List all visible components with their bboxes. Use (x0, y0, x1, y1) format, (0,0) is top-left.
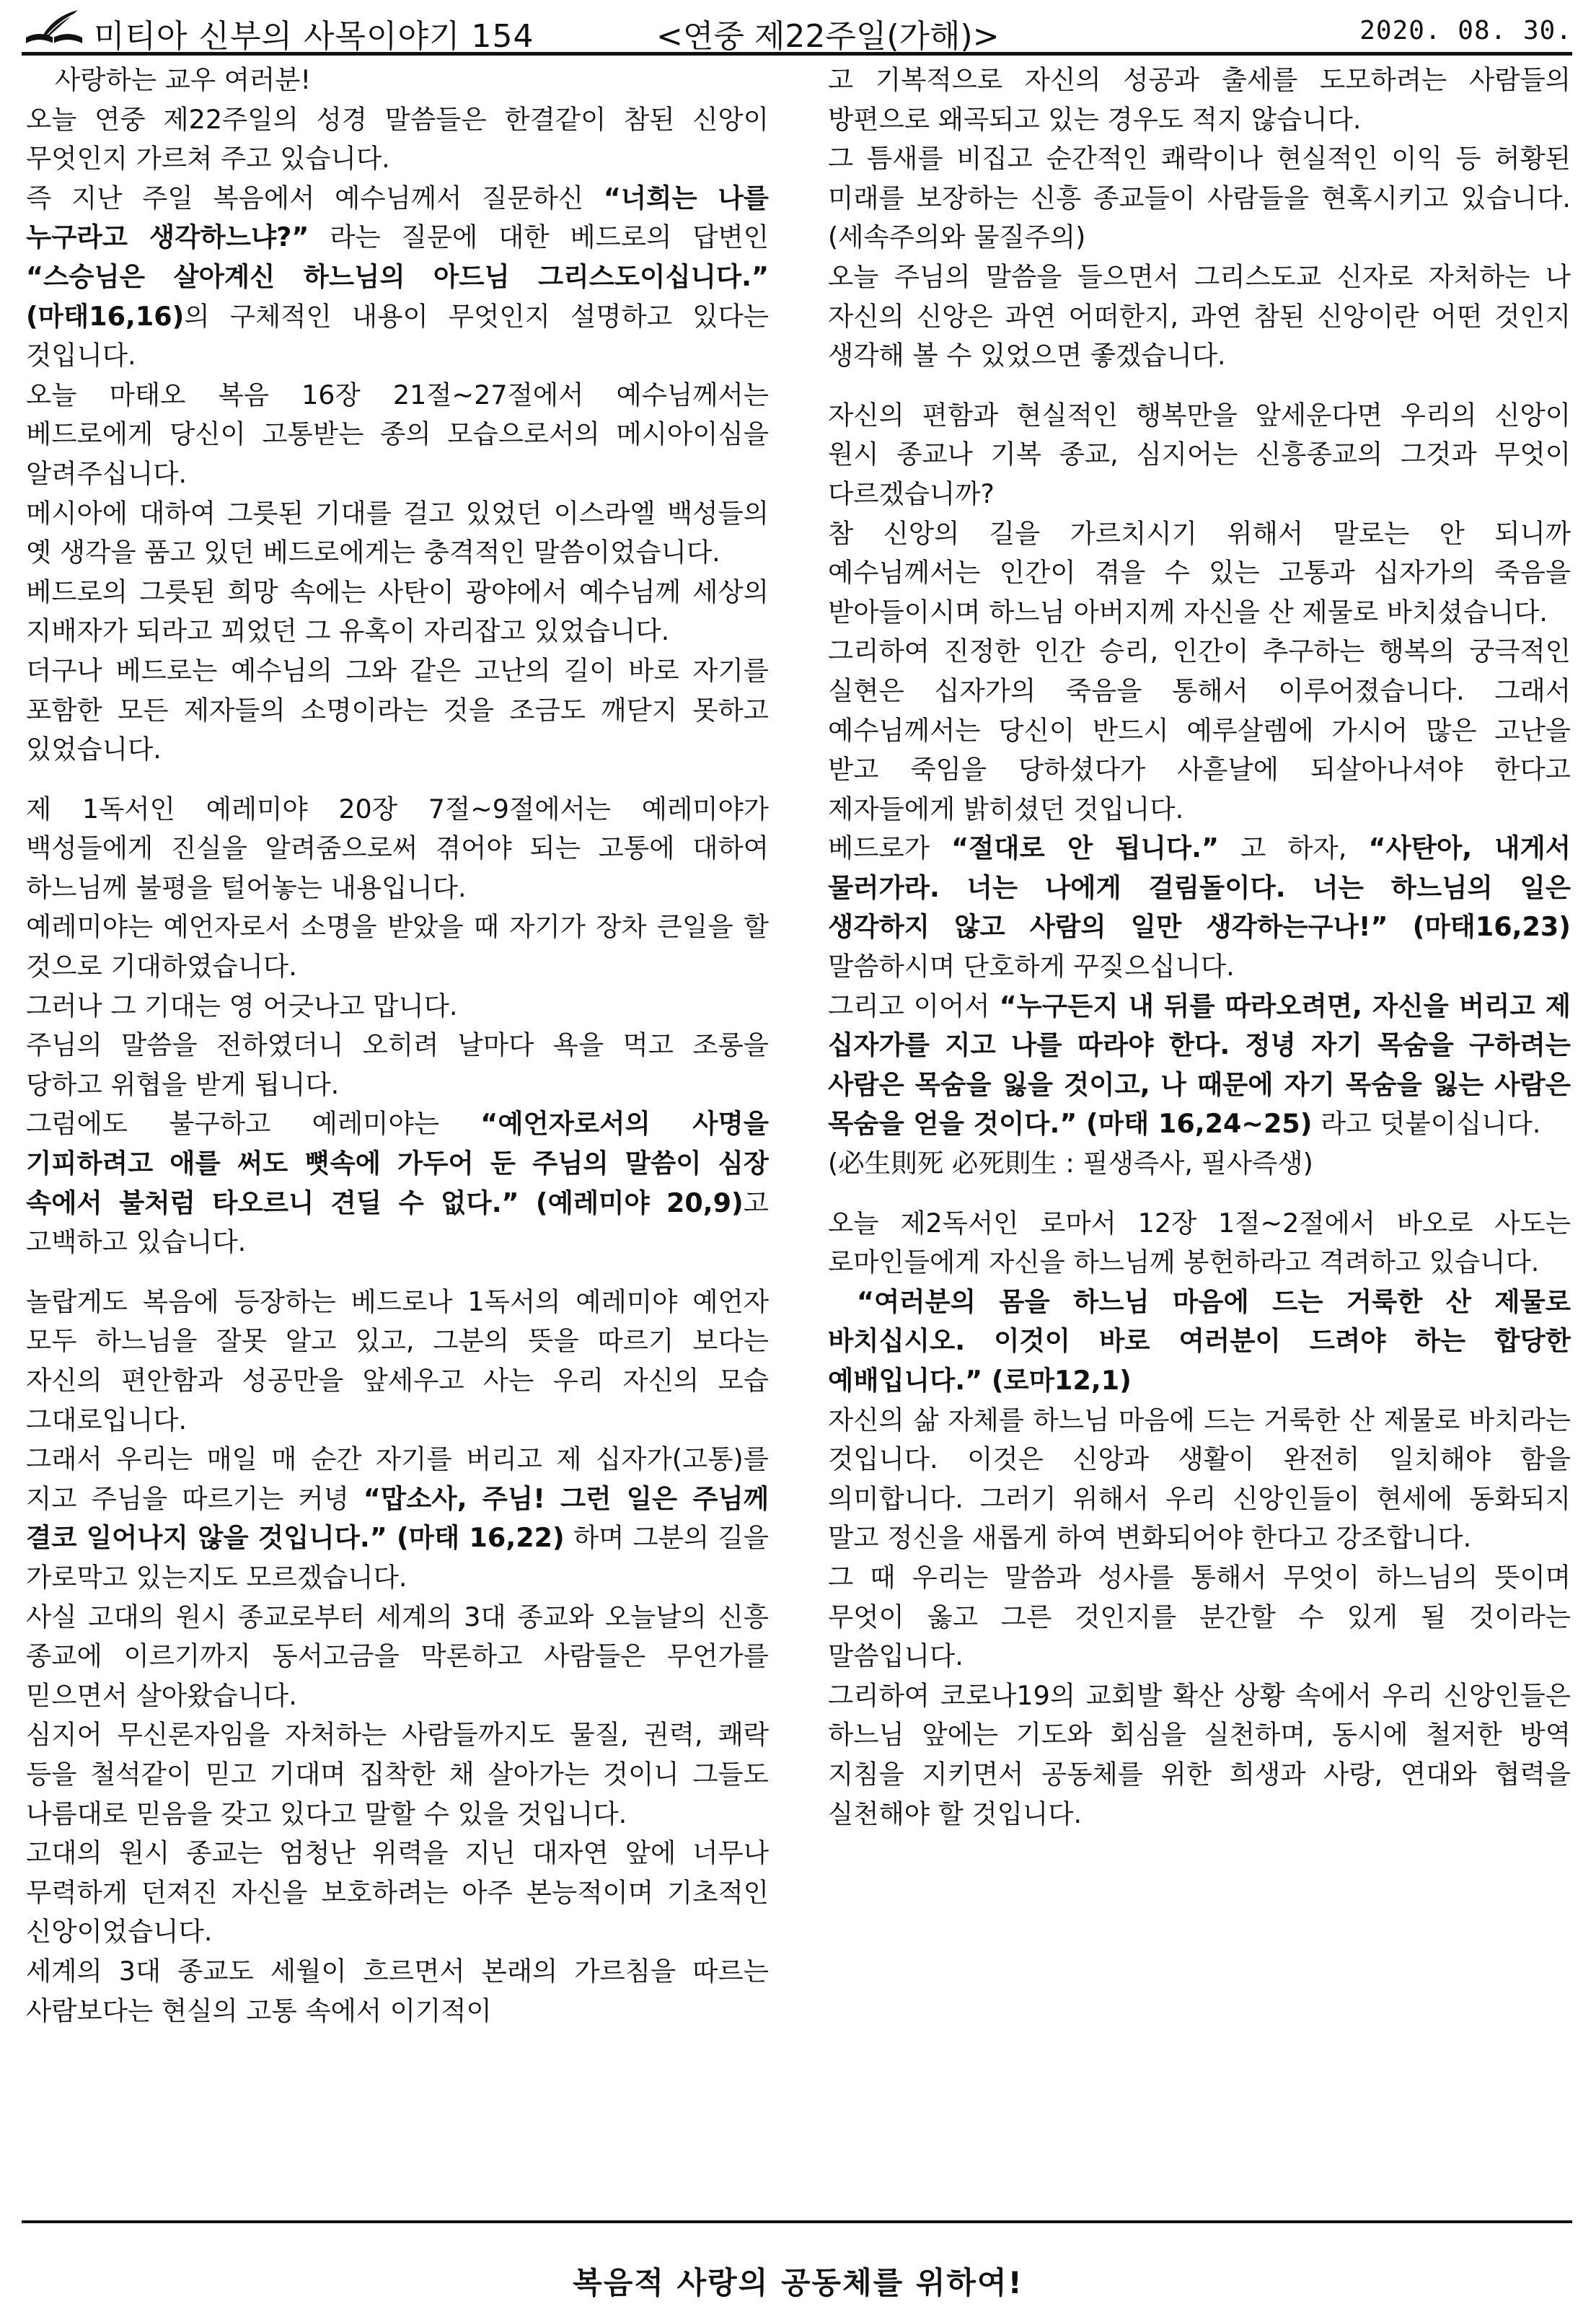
header-rule (22, 52, 1572, 56)
footer-slogan: 복음적 사랑의 공동체를 위하여! (573, 2265, 1023, 2300)
paragraph: 오늘 제2독서인 로마서 12장 1절~2절에서 바오로 사도는 로마인들에게 자신을 하느님께 봉헌하라고 격려하고 있습니다. (828, 1207, 1571, 1278)
paragraph: 더구나 베드로는 예수님의 그와 같은 고난의 길이 바로 자기를 포함한 모든 제자들의 소명이라는 것을 조금도 깨닫지 못하고 있었습니다. (26, 654, 769, 765)
paragraph: 자신의 편함과 현실적인 행복만을 앞세운다면 우리의 신앙이 원시 종교나 기복 종교, 심지어는 신흥종교의 그것과 무엇이 다르겠습니까? (828, 399, 1571, 509)
paragraph: 베드로가 “절대로 안 됩니다.” 고 하자, “사탄아, 내게서 물러가라. 너는 나에게 걸림돌이다. 너는 하느님의 일은 생각하지 않고 사람의 일만 생각하는구나!” (마태16,23) 말씀하시며 단호하게 꾸짖으십니다. (828, 832, 1571, 982)
paragraph: 그래서 우리는 매일 매 순간 자기를 버리고 제 십자가(고통)를 지고 주님을 따르기는 커녕 “맙소사, 주님! 그런 일은 주님께 결코 일어나지 않을 것입니다.” (마태 16,22) 하며 그분의 길을 가로막고 있는지도 모르겠습니다. (26, 1443, 769, 1593)
paragraph: 예레미야는 예언자로서 소명을 받았을 때 자기가 장차 큰일을 할 것으로 기대하였습니다. (26, 911, 769, 982)
paragraph: 그리하여 진정한 인간 승리, 인간이 추구하는 행복의 궁극적인 실현은 십자가의 죽음을 통해서 이루어졌습니다. 그래서 예수님께서는 당신이 반드시 예루살렘에 가시어 많은 고난을 받고 죽임을 당하셨다가 사흗날에 되살아나셔야 한다고 제자들에게 밝히셨던 것입니다. (828, 636, 1571, 825)
paragraph: 참 신앙의 길을 가르치시기 위해서 말로는 안 되니까 예수님께서는 인간이 겪을 수 있는 고통과 십자가의 죽음을 받아들이시며 하느님 아버지께 자신을 산 제물로 바치셨습니다. (828, 517, 1571, 628)
paragraph: 오늘 연중 제22주일의 성경 말씀들은 한결같이 참된 신앙이 무엇인지 가르쳐 주고 있습니다. (26, 103, 769, 175)
paragraph: 제 1독서인 예레미야 20장 7절~9절에서는 예레미야가 백성들에게 진실을 알려줌으로써 겪어야 되는 고통에 대하여 하느님께 불평을 털어놓는 내용입니다. (26, 793, 769, 903)
paragraph: 놀랍게도 복음에 등장하는 베드로나 1독서의 예레미야 예언자 모두 하느님을 잘못 알고 있고, 그분의 뜻을 따르기 보다는 자신의 편안함과 성공만을 앞세우고 사는 우리 자신의 모습 그대로입니다. (26, 1285, 769, 1436)
scripture-quote: “맙소사, 주님! 그런 일은 주님께 결코 일어나지 않을 것입니다.” (마태 16,22) (26, 1482, 769, 1554)
book-quill-logo-icon (22, 9, 87, 49)
scripture-quote: “절대로 안 됩니다.” (951, 832, 1219, 864)
bulletin-title: 미티아 신부의 사목이야기 154 (94, 18, 534, 55)
paragraph: 그러나 그 기대는 영 어긋나고 맙니다. (26, 990, 458, 1021)
scripture-quote: “스승님은 살아계신 하느님의 아드님 그리스도이십니다.” (마태16,16) (26, 260, 769, 332)
paragraph: 그 틈새를 비집고 순간적인 쾌락이나 현실적인 이익 등 허황된 미래를 보장하는 신흥 종교들이 사람들을 현혹시키고 있습니다.(세속주의와 물질주의) (828, 143, 1571, 253)
paragraph: 베드로의 그릇된 희망 속에는 사탄이 광야에서 예수님께 세상의 지배자가 되라고 꾀었던 그 유혹이 자리잡고 있었습니다. (26, 576, 769, 647)
scripture-quote: “누구든지 내 뒤를 따라오려면, 자신을 버리고 제 십자가를 지고 나를 따라야 한다. 정녕 자기 목숨을 구하려는 사람은 목숨을 잃을 것이고, 나 때문에 자기 목숨을 잃는 사람은 목숨을 얻을 것이다.” (마태 16,24~25) (828, 990, 1571, 1140)
left-column (26, 61, 769, 2217)
footer-rule (22, 2220, 1572, 2223)
header (22, 6, 1572, 55)
paragraph: 즉 지난 주일 복음에서 예수님께서 질문하신 “너희는 나를 누구라고 생각하느냐?” 라는 질문에 대한 베드로의 답변인 “스승님은 살아계신 하느님의 아드님 그리스도이십니다.” (마태16,16)의 구체적인 내용이 무엇인지 설명하고 있다는 것입니다. (26, 182, 769, 371)
paragraph: 메시아에 대하여 그릇된 기대를 걸고 있었던 이스라엘 백성들의 옛 생각을 품고 있던 베드로에게는 충격적인 말씀이었습니다. (26, 497, 769, 568)
paragraph: 오늘 마태오 복음 16장 21절~27절에서 예수님께서는 베드로에게 당신이 고통받는 종의 모습으로서의 메시아이심을 알려주십니다. (26, 379, 769, 489)
paragraph: 그리하여 코로나19의 교회발 확산 상황 속에서 우리 신앙인들은 하느님 앞에는 기도와 회심을 실천하며, 동시에 철저한 방역 지침을 지키면서 공동체를 위한 희생과 사랑, 연대와 협력을 실천해야 할 것입니다. (828, 1679, 1571, 1829)
scripture-quote: “너희는 나를 누구라고 생각하느냐?” (26, 182, 769, 253)
paragraph: 자신의 삶 자체를 하느님 마음에 드는 거룩한 산 제물로 바치라는 것입니다. 이것은 신앙과 생활이 완전히 일치해야 함을 의미합니다. 그러기 위해서 우리 신앙인들이 현세에 동화되지 말고 정신을 새롭게 하여 변화되어야 한다고 강조합니다. (828, 1404, 1571, 1554)
scripture-quote: “예언자로서의 사명을 기피하려고 애를 써도 뼛속에 가두어 둔 주님의 말씀이 심장 속에서 불처럼 타오르니 견딜 수 없다.” (예레미야 20,9) (26, 1108, 769, 1218)
paragraph: 주님의 말씀을 전하였더니 오히려 날마다 욕을 먹고 조롱을 당하고 위협을 받게 됩니다. (26, 1029, 769, 1100)
paragraph: 그 때 우리는 말씀과 성사를 통해서 무엇이 하느님의 뜻이며 무엇이 옳고 그른 것인지를 분간할 수 있게 될 것이라는 말씀입니다. (828, 1561, 1571, 1672)
liturgical-day: <연중 제22주일(가해)> (656, 18, 1000, 55)
paragraph: 오늘 주님의 말씀을 들으면서 그리스도교 신자로 자처하는 나 자신의 신앙은 과연 어떠한지, 과연 참된 신앙이란 어떤 것인지 생각해 볼 수 있었으면 좋겠습니다. (828, 260, 1571, 371)
paragraph: 심지어 무신론자임을 자처하는 사람들까지도 물질, 권력, 쾌락 등을 철석같이 믿고 기대며 집착한 채 살아가는 것이니 그들도 나름대로 믿음을 갖고 있다고 말할 수 있을 것입니다. (26, 1719, 769, 1829)
paragraph: 그럼에도 불구하고 예레미야는 “예언자로서의 사명을 기피하려고 애를 써도 뼛속에 가두어 둔 주님의 말씀이 심장 속에서 불처럼 타오르니 견딜 수 없다.” (예레미야 20,9)고 고백하고 있습니다. (26, 1108, 769, 1258)
bulletin-date: 2020. 08. 30. (1359, 16, 1572, 45)
hanja-proverb: (必生則死 必死則生 : 필생즉사, 필사즉생) (828, 1148, 1313, 1179)
paragraph: 그리고 이어서 “누구든지 내 뒤를 따라오려면, 자신을 버리고 제 십자가를 지고 나를 따라야 한다. 정녕 자기 목숨을 구하려는 사람은 목숨을 잃을 것이고, 나 때문에 자기 목숨을 잃는 사람은 목숨을 얻을 것이다.” (마태 16,24~25) 라고 덧붙이십니다. (828, 990, 1571, 1140)
greeting: 사랑하는 교우 여러분! (55, 64, 312, 95)
paragraph: 고대의 원시 종교는 엄청난 위력을 지닌 대자연 앞에 너무나 무력하게 던져진 자신을 보호하려는 아주 본능적이며 기초적인 신앙이었습니다. (26, 1837, 769, 1948)
paragraph: 세계의 3대 종교도 세월이 흐르면서 본래의 가르침을 따르는 사람보다는 현실의 고통 속에서 이기적이 (26, 1955, 769, 2026)
scripture-quote: “여러분의 몸을 하느님 마음에 드는 거룩한 산 제물로 바치십시오. 이것이 바로 여러분이 드려야 하는 합당한 예배입니다.” (로마12,1) (828, 1285, 1571, 1396)
scripture-quote: “사탄아, 내게서 물러가라. 너는 나에게 걸림돌이다. 너는 하느님의 일은 생각하지 않고 사람의 일만 생각하는구나!” (마태16,23) (828, 832, 1571, 943)
right-column (828, 61, 1571, 2217)
paragraph: 고 기복적으로 자신의 성공과 출세를 도모하려는 사람들의 방편으로 왜곡되고 있는 경우도 적지 않습니다. (828, 64, 1571, 135)
paragraph: 사실 고대의 원시 종교로부터 세계의 3대 종교와 오늘날의 신흥 종교에 이르기까지 동서고금을 막론하고 사람들은 무언가를 믿으면서 살아왔습니다. (26, 1601, 769, 1711)
